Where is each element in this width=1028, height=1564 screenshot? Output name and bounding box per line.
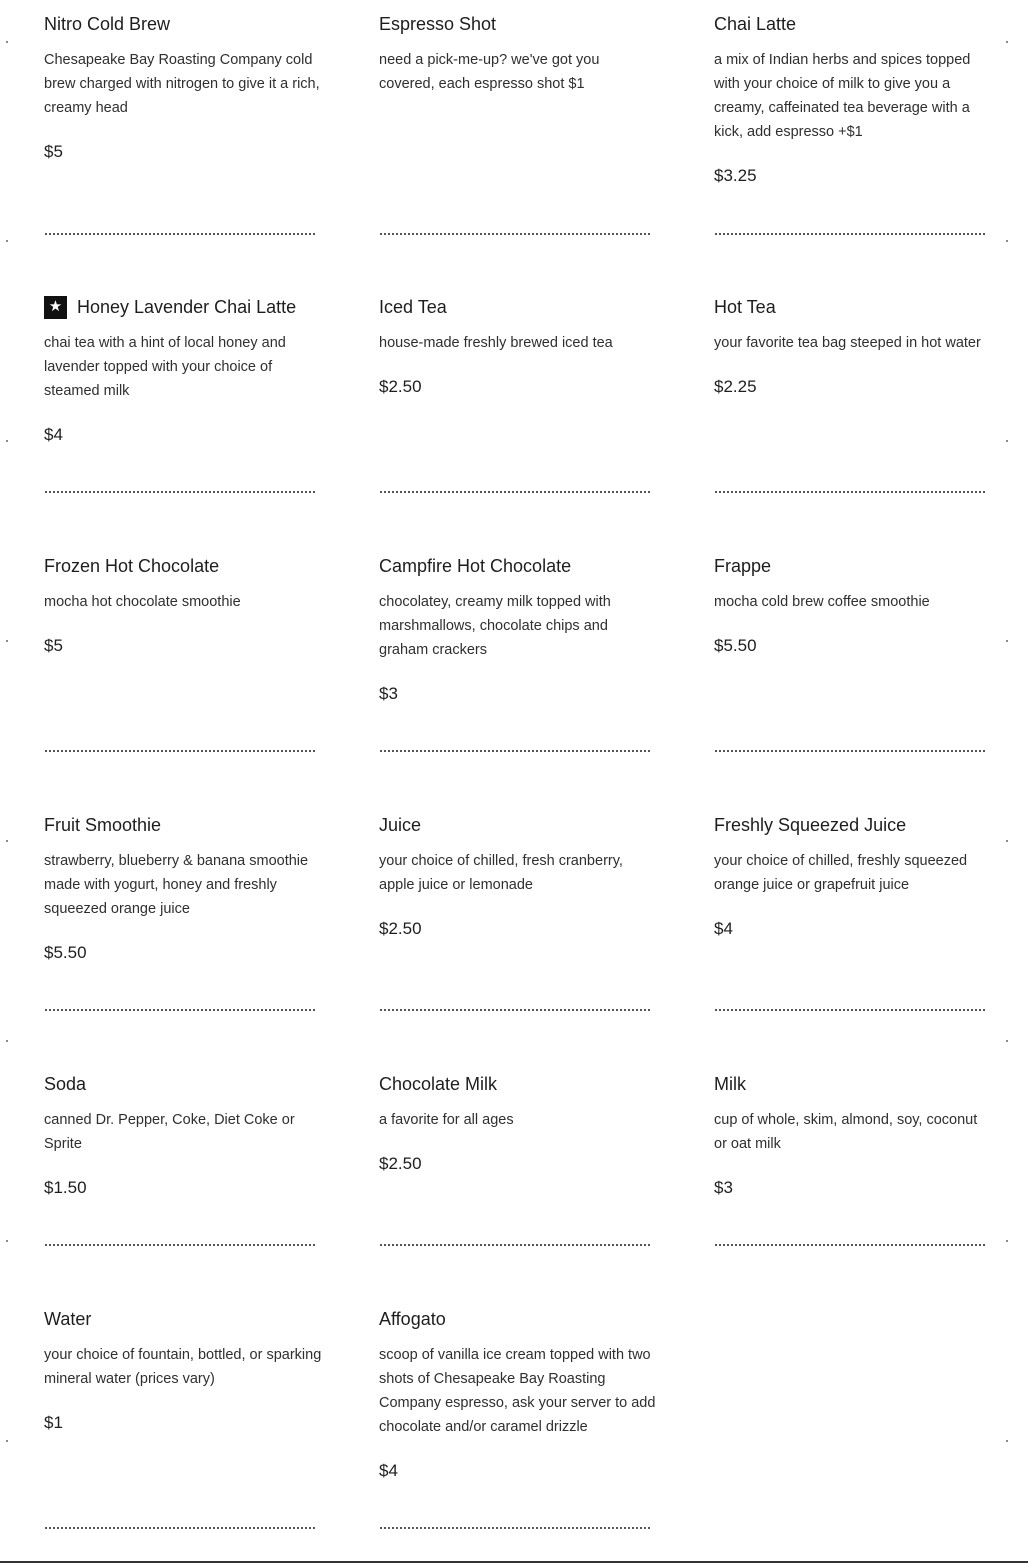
item-name: Juice bbox=[379, 815, 422, 835]
item-name: Chai Latte bbox=[714, 14, 797, 34]
item-price: $4 bbox=[44, 425, 63, 444]
item-name: Espresso Shot bbox=[379, 14, 497, 34]
dotted-separator bbox=[45, 1244, 315, 1246]
item-description: scoop of vanilla ice cream topped with two shots of Chesapeake Bay Roasting Company espresso, ask your server to add chocolate and/or caramel drizzle bbox=[379, 1347, 656, 1435]
item-name: Water bbox=[44, 1309, 92, 1329]
item-description: chocolatey, creamy milk topped with marshmallows, chocolate chips and graham crackers bbox=[379, 594, 611, 658]
edge-dot bbox=[1006, 1240, 1008, 1242]
menu-item[interactable] bbox=[379, 1072, 659, 1176]
item-price: $4 bbox=[379, 1461, 398, 1480]
edge-dot bbox=[1006, 240, 1008, 242]
dotted-separator bbox=[45, 750, 315, 752]
item-price: $5 bbox=[44, 636, 63, 655]
dotted-separator bbox=[45, 491, 315, 493]
item-description: canned Dr. Pepper, Coke, Diet Coke or Sprite bbox=[44, 1112, 295, 1152]
edge-dot bbox=[6, 440, 8, 442]
item-name: Freshly Squeezed Juice bbox=[714, 815, 907, 835]
item-description: your favorite tea bag steeped in hot water bbox=[714, 335, 981, 351]
item-price: $2.25 bbox=[714, 377, 757, 396]
item-description: house-made freshly brewed iced tea bbox=[379, 335, 613, 351]
item-description: your choice of chilled, fresh cranberry, apple juice or lemonade bbox=[379, 853, 623, 893]
menu-item[interactable] bbox=[379, 554, 659, 706]
item-name: Iced Tea bbox=[379, 297, 447, 317]
item-price: $3 bbox=[379, 684, 398, 703]
item-name: Frappe bbox=[714, 556, 772, 576]
item-name bbox=[44, 295, 324, 319]
item-price: $1 bbox=[44, 1413, 63, 1432]
dotted-separator bbox=[380, 1244, 650, 1246]
menu-item[interactable] bbox=[714, 554, 994, 658]
menu-item[interactable] bbox=[44, 1307, 324, 1435]
edge-dot bbox=[1006, 1040, 1008, 1042]
item-description: chai tea with a hint of local honey and lavender topped with your choice of steamed milk bbox=[44, 335, 286, 399]
menu-item[interactable] bbox=[379, 295, 659, 399]
item-description: cup of whole, skim, almond, soy, coconut or oat milk bbox=[714, 1112, 978, 1152]
item-description: a mix of Indian herbs and spices topped with your choice of milk to give you a creamy, caffeinated tea beverage with a kick, add espresso +$1 bbox=[714, 52, 971, 140]
item-price: $3.25 bbox=[714, 166, 757, 185]
menu-item[interactable] bbox=[714, 813, 994, 941]
menu-item[interactable] bbox=[44, 813, 324, 965]
bottom-border bbox=[0, 1561, 1028, 1563]
edge-dot bbox=[1006, 41, 1008, 43]
edge-dot bbox=[6, 1040, 8, 1042]
item-name: Frozen Hot Chocolate bbox=[44, 556, 220, 576]
menu-item[interactable] bbox=[714, 295, 994, 399]
item-description: your choice of fountain, bottled, or sparking mineral water (prices vary) bbox=[44, 1347, 322, 1387]
item-price: $1.50 bbox=[44, 1178, 87, 1197]
item-description: Chesapeake Bay Roasting Company cold brew charged with nitrogen to give it a rich, creamy head bbox=[44, 52, 320, 116]
dotted-separator bbox=[715, 491, 985, 493]
item-price: $2.50 bbox=[379, 919, 422, 938]
item-name: Soda bbox=[44, 1074, 87, 1094]
item-name-text: Honey Lavender Chai Latte bbox=[77, 297, 297, 317]
item-name: Hot Tea bbox=[714, 297, 776, 317]
star-icon: ★ bbox=[44, 296, 67, 319]
item-price: $2.50 bbox=[379, 1154, 422, 1173]
edge-dot bbox=[6, 640, 8, 642]
item-price: $5 bbox=[44, 142, 63, 161]
item-name: Milk bbox=[714, 1074, 746, 1094]
dotted-separator bbox=[380, 1527, 650, 1529]
edge-dot bbox=[6, 240, 8, 242]
item-description: mocha cold brew coffee smoothie bbox=[714, 594, 930, 610]
item-price: $5.50 bbox=[714, 636, 757, 655]
item-description: need a pick-me-up? we've got you covered, each espresso shot $1 bbox=[379, 52, 600, 92]
dotted-separator bbox=[380, 750, 650, 752]
edge-dot bbox=[6, 1240, 8, 1242]
edge-dot bbox=[1006, 640, 1008, 642]
menu-item[interactable] bbox=[714, 12, 994, 188]
item-description: strawberry, blueberry & banana smoothie made with yogurt, honey and freshly squeezed orange juice bbox=[44, 853, 309, 917]
item-name: Chocolate Milk bbox=[379, 1074, 498, 1094]
edge-dot bbox=[6, 41, 8, 43]
item-name: Affogato bbox=[379, 1309, 446, 1329]
edge-dot bbox=[1006, 840, 1008, 842]
dotted-separator bbox=[45, 233, 315, 235]
menu-item[interactable] bbox=[379, 813, 659, 941]
item-name: Nitro Cold Brew bbox=[44, 14, 171, 34]
item-description: a favorite for all ages bbox=[379, 1112, 514, 1128]
item-name: Fruit Smoothie bbox=[44, 815, 162, 835]
menu-item[interactable] bbox=[379, 1307, 659, 1483]
menu-item[interactable] bbox=[44, 554, 324, 658]
edge-dot bbox=[1006, 1440, 1008, 1442]
dotted-separator bbox=[45, 1009, 315, 1011]
item-price: $4 bbox=[714, 919, 733, 938]
menu-item[interactable] bbox=[44, 1072, 324, 1200]
dotted-separator bbox=[715, 1009, 985, 1011]
edge-dot bbox=[6, 840, 8, 842]
dotted-separator bbox=[380, 1009, 650, 1011]
dotted-separator bbox=[715, 233, 985, 235]
menu-item[interactable] bbox=[44, 12, 324, 164]
dotted-separator bbox=[715, 1244, 985, 1246]
edge-dot bbox=[1006, 440, 1008, 442]
dotted-separator bbox=[380, 491, 650, 493]
item-name: Campfire Hot Chocolate bbox=[379, 556, 572, 576]
item-price: $2.50 bbox=[379, 377, 422, 396]
menu-item[interactable] bbox=[714, 1072, 994, 1200]
item-description: your choice of chilled, freshly squeezed orange juice or grapefruit juice bbox=[714, 853, 968, 893]
item-price: $3 bbox=[714, 1178, 733, 1197]
dotted-separator bbox=[715, 750, 985, 752]
dotted-separator bbox=[45, 1527, 315, 1529]
edge-dot bbox=[6, 1440, 8, 1442]
item-price: $5.50 bbox=[44, 943, 87, 962]
dotted-separator bbox=[380, 233, 650, 235]
menu-item[interactable] bbox=[44, 295, 324, 447]
menu-item[interactable] bbox=[379, 12, 659, 96]
item-description: mocha hot chocolate smoothie bbox=[44, 594, 241, 610]
